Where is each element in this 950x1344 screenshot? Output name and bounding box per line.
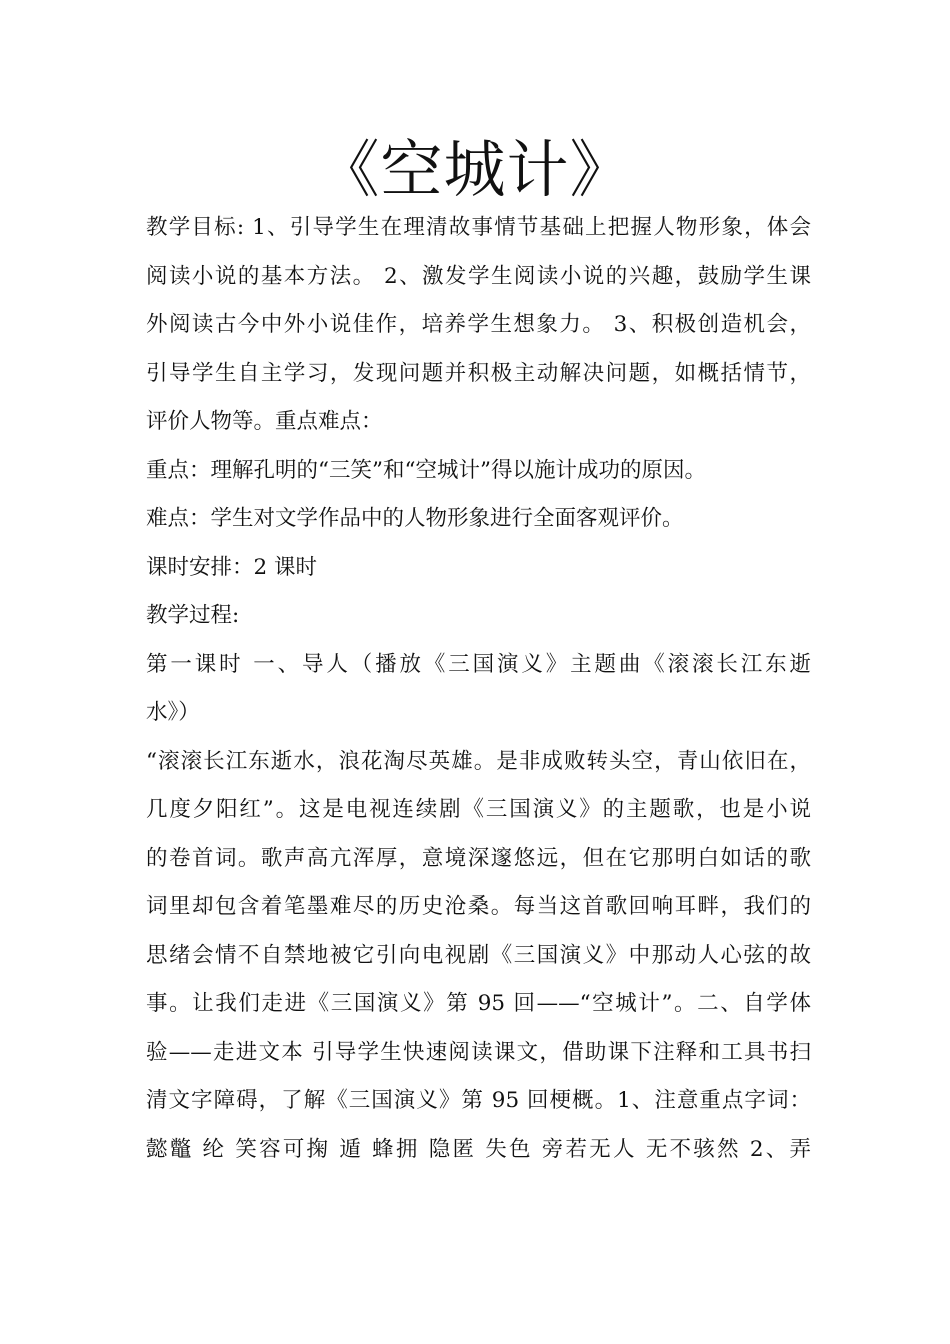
text-line: 第一课时 一、导人（播放《三国演义》主题曲《滚滚长江东逝 [146,651,811,677]
text-line: 外阅读古今中外小说佳作，培养学生想象力。 3、积极创造机会， [146,312,811,337]
text-line: 难点：学生对文学作品中的人物形象进行全面客观评价。 [146,506,684,531]
text-line: 教学目标: 1、引导学生在理清故事情节基础上把握人物形象，体会 [146,215,811,240]
text-line: 水》） [146,700,200,725]
text-line: 事。让我们走进《三国演义》第 95 回——“空城计”。二、自学体 [146,991,811,1016]
text-line: 课时安排：2 课时 [146,554,318,580]
text-line: “滚滚长江东逝水，浪花淘尽英雄。是非成败转头空，青山依旧在， [146,748,811,774]
text-line: 引导学生自主学习，发现问题并积极主动解决问题，如概括情节， [146,360,811,386]
text-line: 几度夕阳红”。这是电视连续剧《三国演义》的主题歌，也是小说 [146,797,811,822]
text-line: 词里却包含着笔墨难尽的历史沧桑。每当这首歌回响耳畔，我们的 [146,894,811,919]
text-line: 思绪会情不自禁地被它引向电视剧《三国演义》中那动人心弦的故 [146,942,811,968]
document-title: 《空城计》 [317,133,633,206]
text-line: 清文字障碍，了解《三国演义》第 95 回梗概。1、注意重点字词： [146,1088,811,1113]
text-line: 验——走进文本 引导学生快速阅读课文，借助课下注释和工具书扫 [146,1039,811,1065]
text-line: 的卷首词。歌声高亢浑厚，意境深邃悠远，但在它那明白如话的歌 [146,845,811,871]
document-body [146,204,811,1174]
text-line: 教学过程: [146,603,240,628]
text-line: 重点：理解孔明的“三笑”和“空城计”得以施计成功的原因。 [146,457,706,483]
text-line: 懿鼈 纶 笑容可掬 遁 蜂拥 隐匿 失色 旁若无人 无不骇然 2、弄 [146,1136,811,1162]
text-line: 阅读小说的基本方法。 2、激发学生阅读小说的兴趣，鼓励学生课 [146,263,811,289]
text-line: 评价人物等。重点难点： [146,409,383,434]
